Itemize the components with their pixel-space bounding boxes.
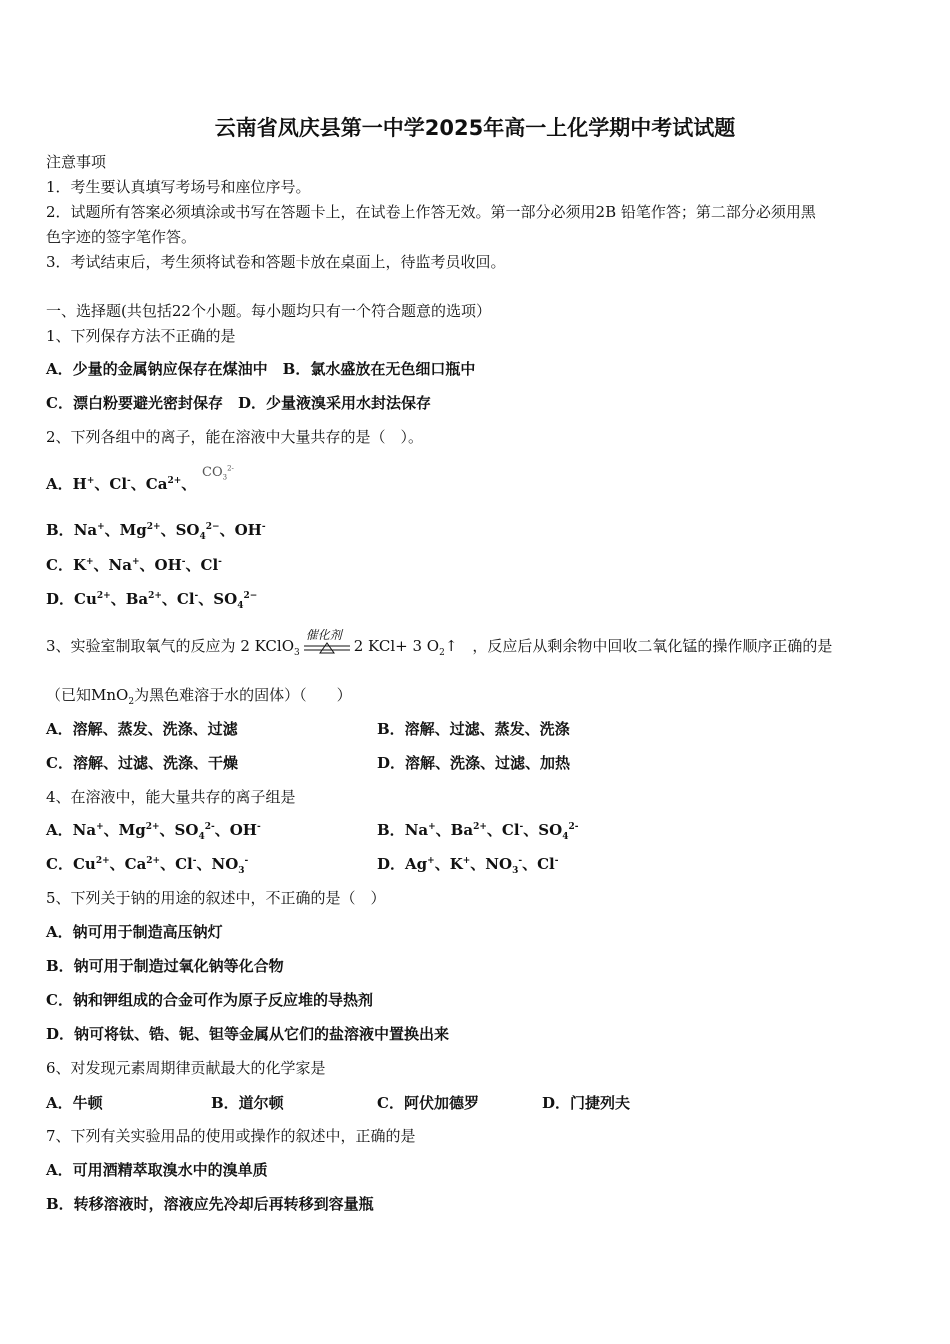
- option-b: B．Na+、$Ba^{2+}$、Cl-、$SO_4^{2-}$: [377, 821, 579, 842]
- option-a: A．H+、Cl-、$Ca^{2+}$、: [46, 475, 197, 493]
- question-note: （已知MnO$_2$为黑色难溶于水的固体）（ ）: [46, 686, 352, 707]
- question-stem: 5、下列关于钠的用途的叙述中，不正确的是（ ）: [46, 889, 386, 907]
- option-label: D．: [46, 590, 75, 608]
- stem-part: ↑ ，反应后从剩余物中回收二氧化锰的操作顺序正确的是: [444, 637, 833, 655]
- carbonate-formula: $CO_3^{2-}$: [202, 464, 234, 482]
- option-d: D．溶解、洗涤、过滤、加热: [377, 754, 571, 772]
- option-line: A．少量的金属钠应保存在煤油中 B．氯水盛放在无色细口瓶中: [46, 360, 476, 378]
- option-a: A．溶解、蒸发、洗涤、过滤: [46, 720, 238, 738]
- option-label: A．: [46, 475, 73, 493]
- option-label: C．: [46, 855, 73, 873]
- note-part: （已知MnO: [46, 686, 129, 704]
- option-a: A．钠可用于制造高压钠灯: [46, 923, 223, 941]
- catalyst-arrow: [302, 628, 352, 657]
- notice-item: 1．考生要认真填写考场号和座位序号。: [46, 178, 311, 196]
- option-a: A．Na+、$Mg^{2+}$、$SO_4^{2-}$、OH-: [46, 821, 261, 842]
- question-stem: 1、下列保存方法不正确的是: [46, 327, 236, 345]
- option-b: B．Na+、$Mg^{2+}$、$SO_4^{2-}$、OH-: [46, 521, 266, 542]
- question-stem: 2、下列各组中的离子，能在溶液中大量共存的是（ ）。: [46, 428, 424, 446]
- section-heading: 一、选择题(共包括22个小题。每小题均只有一个符合题意的选项）: [46, 302, 491, 320]
- option-c: C．阿伏加德罗: [377, 1094, 479, 1112]
- notice-heading: 注意事项: [46, 153, 107, 171]
- question-stem: 4、在溶液中，能大量共存的离子组是: [46, 788, 296, 806]
- option-c: C．溶解、过滤、洗涤、干燥: [46, 754, 238, 772]
- notice-item: 3．考试结束后，考生须将试卷和答题卡放在桌面上，待监考员收回。: [46, 253, 506, 271]
- option-a: A．可用酒精萃取溴水中的溴单质: [46, 1161, 268, 1179]
- option-b: B．道尔顿: [211, 1094, 284, 1112]
- question-stem: 6、对发现元素周期律贡献最大的化学家是: [46, 1059, 326, 1077]
- carbonate-label: CO: [202, 465, 223, 480]
- catalyst-label: 催化剂: [305, 628, 342, 642]
- option-c: C．钠和钾组成的合金可作为原子反应堆的导热剂: [46, 991, 373, 1009]
- question-stem: 3、实验室制取氧气的反应为 2 KClO$_3$ 催化剂 2 KCl+ 3 $O_2↑$ ，反应后从剩余物中回收二氧化锰的操作顺序正确的是: [46, 636, 832, 657]
- option-label: B．: [46, 521, 74, 539]
- option-label: A．: [46, 821, 73, 839]
- option-c: C．$Cu^{2+}$、$Ca^{2+}$、Cl-、$NO_3^-$: [46, 855, 249, 876]
- option-label: B．: [377, 821, 405, 839]
- option-line: C．漂白粉要避光密封保存 D．少量液溴采用水封法保存: [46, 394, 431, 412]
- question-stem: 7、下列有关实验用品的使用或操作的叙述中，正确的是: [46, 1127, 416, 1145]
- option-b: B．转移溶液时，溶液应先冷却后再转移到容量瓶: [46, 1195, 374, 1213]
- option-d: D．$Cu^{2+}$、$Ba^{2+}$、Cl-、$SO_4^{2-}$: [46, 590, 258, 611]
- option-label: D．: [377, 855, 406, 873]
- page-title: 云南省凤庆县第一中学2025年高一上化学期中考试试题: [214, 116, 736, 140]
- option-a: A．牛顿: [46, 1094, 103, 1112]
- notice-item: 2．试题所有答案必须填涂或书写在答题卡上，在试卷上作答无效。第一部分必须用2B 铅笔作答；第二部分必须用黑: [46, 203, 816, 221]
- stem-part: 3、实验室制取氧气的反应为 2 KClO: [46, 637, 294, 655]
- stem-part: 2 KCl+ 3 O: [353, 637, 440, 655]
- option-d: D．门捷列夫: [542, 1094, 631, 1112]
- notice-item: 色字迹的签字笔作答。: [46, 228, 197, 246]
- option-b: B．溶解、过滤、蒸发、洗涤: [377, 720, 570, 738]
- option-d: D．钠可将钛、锆、铌、钽等金属从它们的盐溶液中置换出来: [46, 1025, 450, 1043]
- option-d: D．Ag+、K+、$NO_3^-$、Cl-: [377, 855, 559, 876]
- option-b: B．钠可用于制造过氧化钠等化合物: [46, 957, 284, 975]
- option-label: C．: [46, 556, 73, 574]
- option-c: C．K+、Na+、OH-、Cl-: [46, 556, 222, 574]
- note-part: 为黑色难溶于水的固体）（ ）: [134, 686, 352, 704]
